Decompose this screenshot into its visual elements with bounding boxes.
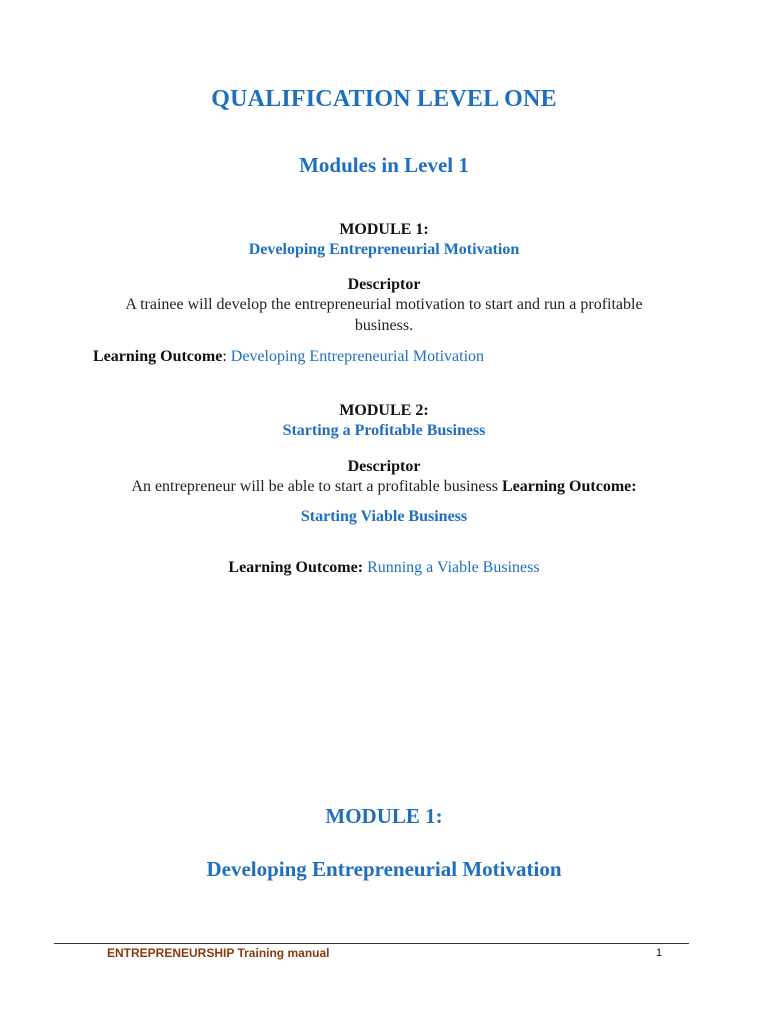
learning-outcome-label: Learning Outcome: [228, 559, 368, 576]
module-2-descriptor-label: Descriptor [347, 458, 421, 475]
module-2-name: Starting a Profitable Business [282, 422, 486, 439]
module-2-descriptor [0, 478, 768, 496]
learning-outcome-value: Running a Viable Business [367, 559, 540, 576]
module-2-descriptor-text: An entrepreneur will be able to start a profitable business [131, 478, 502, 495]
learning-outcome-value: Developing Entrepreneurial Motivation [230, 348, 485, 365]
module-1-descriptor-line-1: A trainee will develop the entrepreneurial motivation to start and run a profitable [125, 296, 643, 313]
module-1-learning-outcome [93, 348, 484, 366]
learning-outcome-label: Learning Outcome: [501, 478, 637, 495]
module-2-label: MODULE 2: [339, 402, 429, 419]
module-2-learning-outcome-2 [0, 559, 768, 577]
module-1-descriptor-line-2: business. [354, 317, 414, 334]
footer-divider [54, 943, 689, 944]
page-title: QUALIFICATION LEVEL ONE [211, 86, 557, 112]
module-1-descriptor-label: Descriptor [347, 276, 421, 293]
section-module-title: Developing Entrepreneurial Motivation [206, 857, 562, 881]
learning-outcome-separator: : [222, 348, 231, 365]
footer-manual-title: ENTREPRENEURSHIP Training manual [107, 946, 330, 960]
module-1-label: MODULE 1: [339, 221, 429, 238]
page-subtitle: Modules in Level 1 [299, 153, 469, 177]
section-module-heading: MODULE 1: [325, 804, 443, 828]
module-1-name: Developing Entrepreneurial Motivation [248, 241, 520, 258]
module-2-outcome-1-value: Starting Viable Business [300, 508, 468, 525]
learning-outcome-label: Learning Outcome [93, 348, 223, 365]
footer-page-number: 1 [656, 947, 663, 959]
